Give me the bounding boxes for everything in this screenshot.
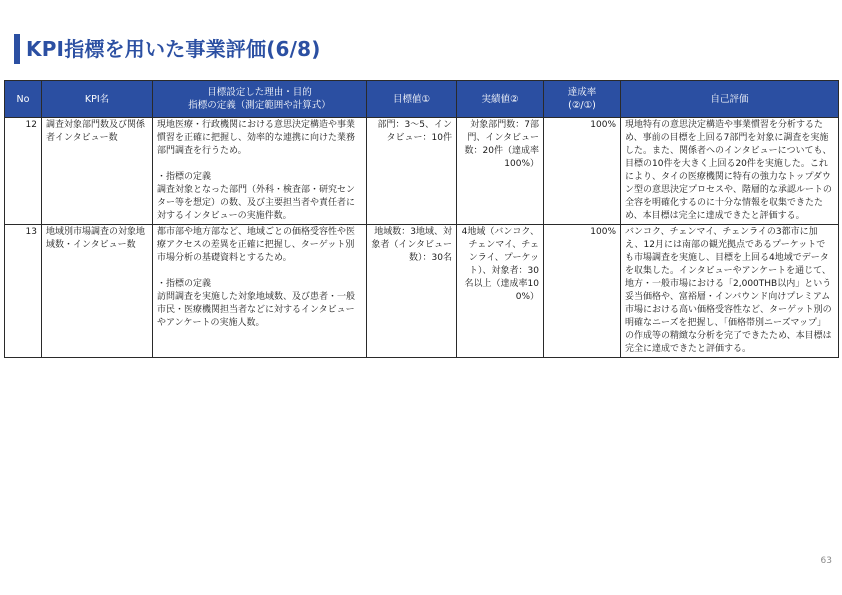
page-number: 63 <box>820 556 832 566</box>
row-actual: 対象部門数：7部門、インタビュー数：20件（達成率100%） <box>457 118 544 225</box>
header-self-eval: 自己評価 <box>621 81 839 118</box>
row-rate: 100% <box>544 118 621 225</box>
kpi-table <box>4 80 839 358</box>
row-actual: 4地域（バンコク、チェンマイ、チェンライ、プーケット）、対象者：30名以上（達成率100%） <box>457 225 544 358</box>
row-self-eval: 現地特有の意思決定構造や事業慣習を分析するため、事前の目標を上回る7部門を対象に調査を実施した。また、関係者へのインタビューについても、目標の10件を大きく上回る20件を実施した。これにより、タイの医療機関に特有の強力なトップダウン型の意思決定プロセスや、階層的な承認ルートの全容を明確化するのに十分な情報を収集できたため、本目標は完全に達成できたと評価する。 <box>621 118 839 225</box>
header-kpi-name: KPI名 <box>42 81 153 118</box>
row-self-eval: バンコク、チェンマイ、チェンライの3都市に加え、12月には南部の観光拠点であるプーケットでも市場調査を実施し、目標を上回る4地域でデータを収集した。インタビューやアンケートを通じて、地方・一般市場における「2,000THB以内」という妥当価格や、富裕層・インバウンド向けプレミアム市場における高い価格受容性など、ターゲット別の明確なニーズを把握し、「価格帯別ニーズマップ」の作成等の精緻な分析を完了できたため、本目標は完全に達成できたと評価する。 <box>621 225 839 358</box>
header-rate: 達成率 (②/①) <box>544 81 621 118</box>
header-reason: 目標設定した理由・目的 指標の定義（測定範囲や計算式） <box>153 81 367 118</box>
row-target: 部門：3〜5、インタビュー：10件 <box>367 118 457 225</box>
page-title: KPI指標を用いた事業評価(6/8) <box>26 37 321 61</box>
header-target: 目標値① <box>367 81 457 118</box>
row-no: 13 <box>5 225 42 358</box>
table-header-row <box>5 81 839 118</box>
row-reason: 現地医療・行政機関における意思決定構造や事業慣習を正確に把握し、効率的な連携に向けた業務部門調査を行うため。 ・指標の定義 調査対象となった部門（外科・検査部・研究センター等を想定）の数、及び主要担当者や責任者に対するインタビューの実施件数。 <box>153 118 367 225</box>
header-actual: 実績値② <box>457 81 544 118</box>
table-row <box>5 118 839 225</box>
header-no: No <box>5 81 42 118</box>
row-kpi-name: 調査対象部門数及び関係者インタビュー数 <box>42 118 153 225</box>
title-accent-bar <box>14 34 20 64</box>
table-row <box>5 225 839 358</box>
row-target: 地域数：3地域、対象者（インタビュー数）：30名 <box>367 225 457 358</box>
row-reason: 都市部や地方部など、地域ごとの価格受容性や医療アクセスの差異を正確に把握し、ターゲット別市場分析の基礎資料とするため。 ・指標の定義 訪問調査を実施した対象地域数、及び患者・一般市民・医療機関担当者などに対するインタビューやアンケートの実施人数。 <box>153 225 367 358</box>
row-kpi-name: 地域別市場調査の対象地域数・インタビュー数 <box>42 225 153 358</box>
row-rate: 100% <box>544 225 621 358</box>
row-no: 12 <box>5 118 42 225</box>
